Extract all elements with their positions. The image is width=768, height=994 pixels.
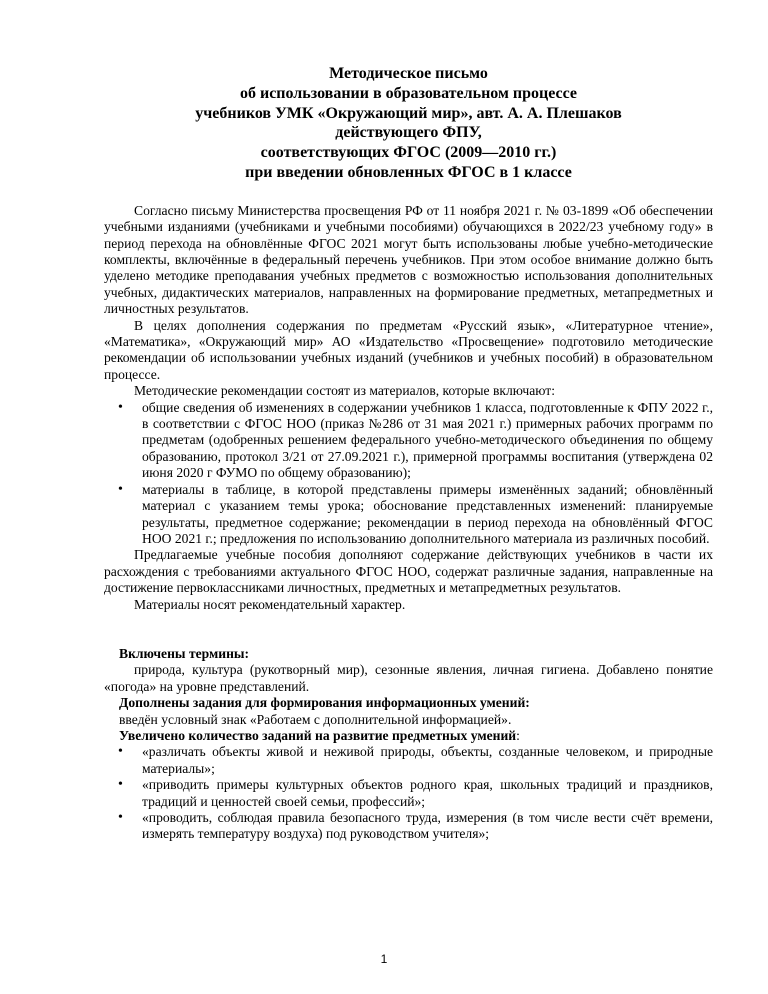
paragraph: Предлагаемые учебные пособия дополняют содержание действующих учебников в части их расхождения с требованиями актуального ФГОС НОО, содержат различные задания, направленные на достижение первоклассниками личностных, предметных и метапредметных результатов. [104, 547, 713, 596]
page-content [104, 64, 713, 843]
bullet-list [104, 400, 713, 548]
bullet-list [104, 744, 713, 842]
title-line: соответствующих ФГОС (2009—2010 гг.) [260, 144, 557, 162]
section-heading-line [104, 728, 713, 744]
section-heading: Увеличено количество заданий на развитие предметных умений [119, 727, 517, 743]
list-item: • материалы в таблице, в которой представлены примеры изменённых заданий; обновлённый материал с указанием темы урока; обоснование представленных изменений: планируемые результаты, предметное содержание; рекомендации в период перехода на обновлённый ФГОС НОО 2021 г.; предложения по использованию дополнительного материала из различных пособий. [104, 482, 713, 548]
paragraph: В целях дополнения содержания по предметам «Русский язык», «Литературное чтение», «Математика», «Окружающий мир» АО «Издательство «Просвещение» подготовило методические рекомендации об использовании учебных изданий (учебников и учебных пособий) в образовательном процессе. [104, 317, 713, 382]
section-heading: Включены термины: [119, 645, 250, 661]
title-line: об использовании в образовательном процессе [239, 84, 578, 102]
section-heading: Дополнены задания для формирования информационных умений: [119, 695, 530, 711]
spacer [104, 613, 713, 646]
paragraph: Согласно письму Министерства просвещения РФ от 11 ноября 2021 г. № 03-1899 «Об обеспечении учебными изданиями (учебниками и учебными пособиями) обучающихся в 2022/23 учебному году» в период перехода на обновлённые ФГОС 2021 могут быть использованы любые учебно-методические комплекты, включённые в федеральный перечень учебников. При этом особое внимание должно быть уделено методике преподавания учебных предметов с возможностью использования дополнительных учебных, дидактических материалов, направленных на формирование предметных, метапредметных и личностных результатов. [104, 202, 713, 317]
title-line: Методическое письмо [329, 65, 488, 82]
list-item: • «проводить, соблюдая правила безопасного труда, измерения (в том числе вести счёт времени, измерять температуру воздуха) под руководством учителя»; [104, 810, 713, 843]
heading-colon: : [516, 727, 520, 743]
paragraph: Методические рекомендации состоят из материалов, которые включают: [134, 383, 555, 399]
page-number: 1 [380, 952, 388, 966]
title-line: при введении обновленных ФГОС в 1 классе [245, 163, 572, 181]
paragraph: введён условный знак «Работаем с дополнительной информацией». [119, 711, 512, 727]
list-item: • «приводить примеры культурных объектов родного края, школьных традиций и праздников, традиций и ценностей своей семьи, профессий»; [104, 777, 713, 810]
document-title [104, 64, 713, 183]
list-item: • «различать объекты живой и неживой природы, объекты, созданные человеком, и природные материалы»; [104, 744, 713, 777]
title-line: учебников УМК «Окружающий мир», авт. А. А. Плешаков [195, 104, 622, 122]
title-line: действующего ФПУ, [335, 124, 482, 142]
list-item: • общие сведения об изменениях в содержании учебников 1 класса, подготовленные к ФПУ 2022 г., в соответствии с ФГОС НОО (приказ №286 от 31 мая 2021 г.) примерных рабочих программ по предметам (одобренных решением федерального учебно-методического объединения по общему образованию, протокол 3/21 от 27.09.2021 г.), примерной программы воспитания (утверждена 02 июня 2020 г ФУМО по общему образованию); [104, 400, 713, 482]
paragraph: природа, культура (рукотворный мир), сезонные явления, личная гигиена. Добавлено понятие «погода» на уровне представлений. [104, 662, 713, 694]
paragraph: Материалы носят рекомендательный характер. [134, 596, 406, 612]
